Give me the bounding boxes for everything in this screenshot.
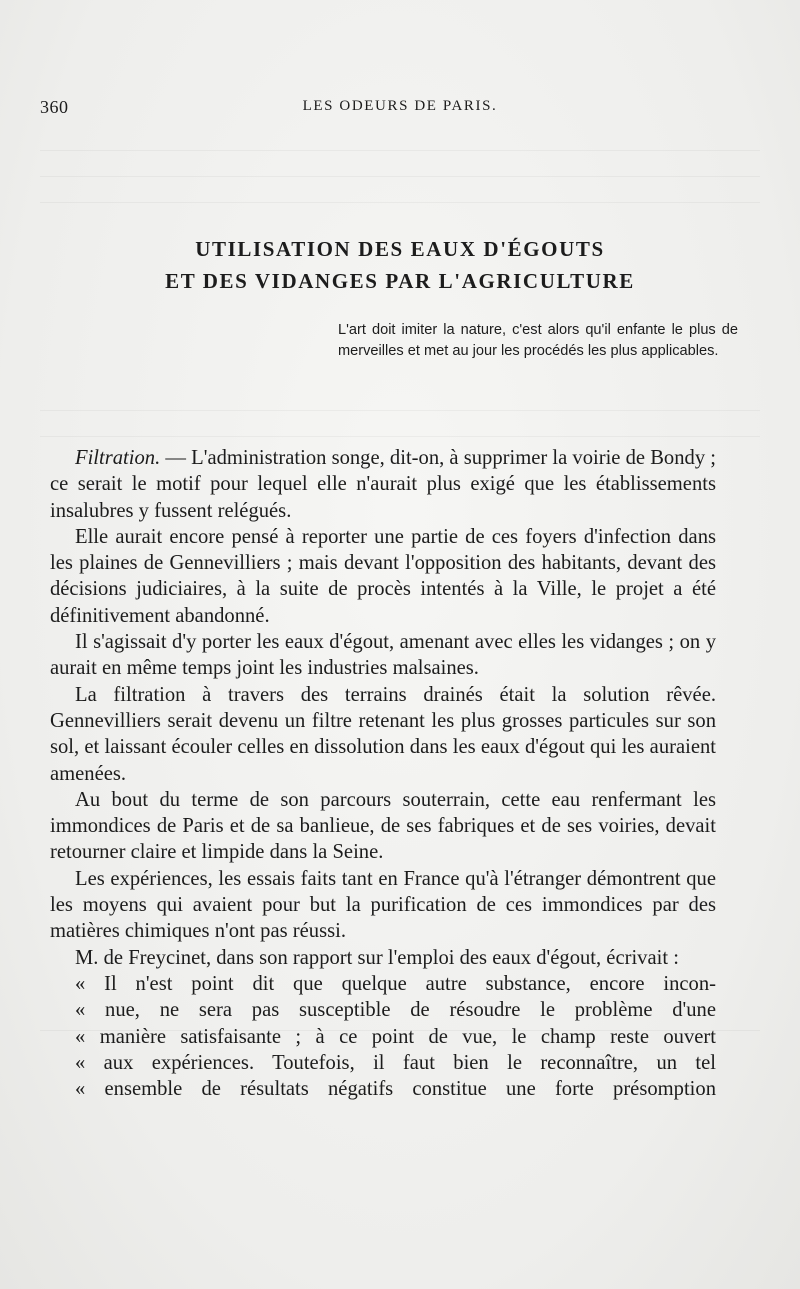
paragraph: La filtration à travers des terrains drainés était la solution rêvée. Gennevilliers serait devenu un filtre retenant les plus grosses particules sur son sol, et laissant écouler celles en dissolution dans les eaux d'égout qui les auraient amenées. bbox=[50, 683, 716, 785]
quote-line: « aux expériences. Toutefois, il faut bien le reconnaître, un tel bbox=[75, 1051, 716, 1074]
epigraph: L'art doit imiter la nature, c'est alors qu'il enfante le plus de merveilles et met au jour les procédés les plus applicables. bbox=[338, 322, 738, 359]
quote-line: « ensemble de résultats négatifs constitue une forte présomption bbox=[75, 1078, 716, 1101]
quote-line: « Il n'est point dit que quelque autre substance, encore incon- bbox=[75, 972, 716, 995]
paragraph-text: — L'administration songe, dit-on, à supprimer la voirie de Bondy ; ce serait le motif pour lequel elle n'aurait plus exigé que les établissements insalubres y fussent relégués. bbox=[50, 447, 716, 522]
paragraph bbox=[50, 445, 716, 524]
paragraph: Les expériences, les essais faits tant en France qu'à l'étranger démontrent que les moyens qui avaient pour but la purification de ces immondices par des matières chimiques n'ont pas réussi. bbox=[50, 867, 716, 943]
chapter-title-line-1: UTILISATION DES EAUX D'ÉGOUTS bbox=[195, 237, 605, 261]
chapter-title bbox=[60, 233, 740, 297]
quote-line: « manière satisfaisante ; à ce point de vue, le champ reste ouvert bbox=[75, 1025, 716, 1048]
page-number: 360 bbox=[40, 97, 69, 117]
page-header bbox=[40, 97, 760, 123]
paragraph: M. de Freycinet, dans son rapport sur l'emploi des eaux d'égout, écrivait : bbox=[75, 946, 679, 969]
paragraph: Au bout du terme de son parcours souterrain, cette eau renfermant les immondices de Paris et de sa banlieue, de ses fabriques et de ses voiries, devait retourner claire et limpide dans la Seine. bbox=[50, 788, 716, 864]
chapter-title-line-2: ET DES VIDANGES PAR L'AGRICULTURE bbox=[165, 269, 635, 293]
body-text bbox=[50, 445, 716, 1102]
paragraph: Il s'agissait d'y porter les eaux d'égout, amenant avec elles les vidanges ; on y aurait en même temps joint les industries malsaines. bbox=[50, 631, 716, 680]
section-lead: Filtration. bbox=[75, 447, 161, 469]
running-title: LES ODEURS DE PARIS. bbox=[302, 98, 498, 114]
paragraph: Elle aurait encore pensé à reporter une partie de ces foyers d'infection dans les plaines de Gennevilliers ; mais devant l'opposition des habitants, devant des décisions judiciaires, à la suite de procès intentés à la Ville, le projet a été définitivement abandonné. bbox=[50, 525, 716, 627]
quote-line: « nue, ne sera pas susceptible de résoudre le problème d'une bbox=[75, 999, 716, 1022]
